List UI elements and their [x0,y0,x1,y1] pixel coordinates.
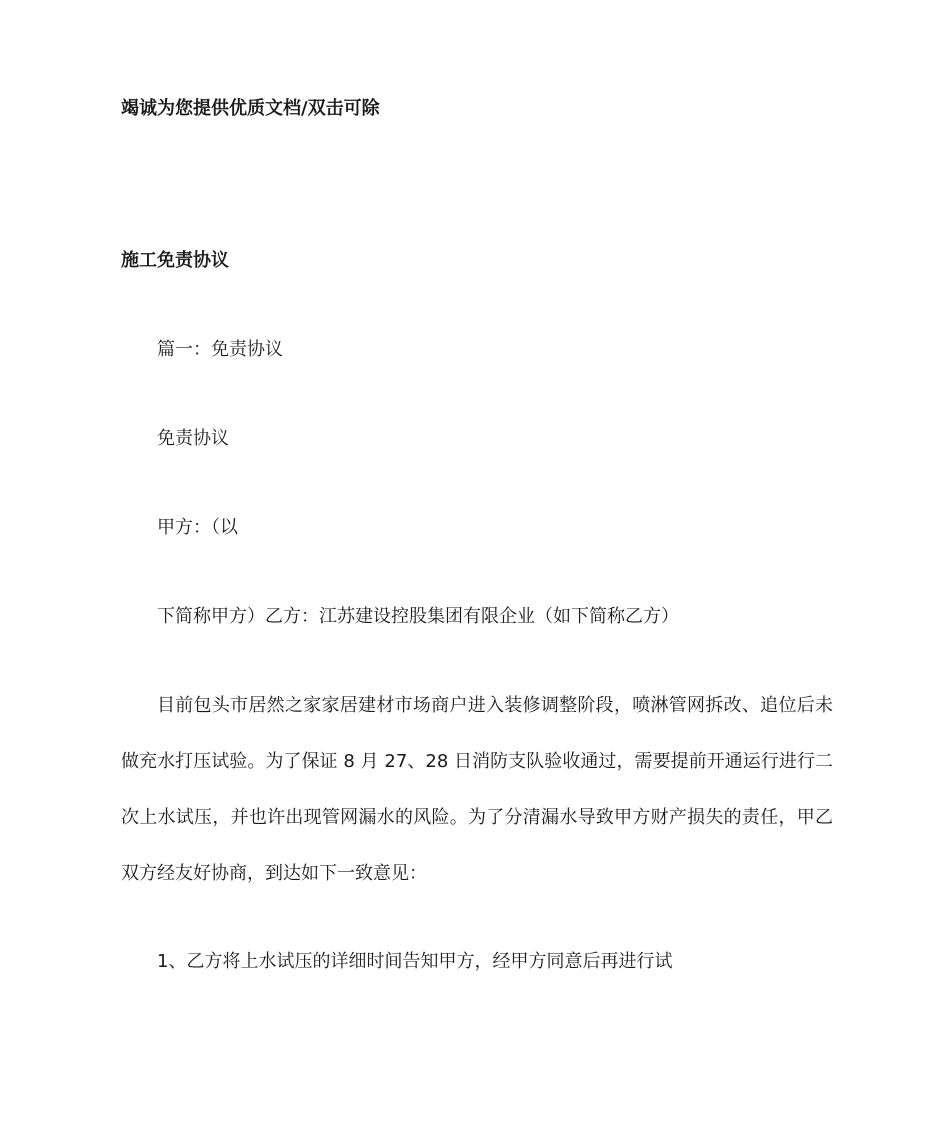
section-label: 篇一：免责协议 [157,339,283,360]
party-b-line: 下简称甲方）乙方：江苏建设控股集团有限企业（如下简称乙方） [157,606,679,627]
party-a-line: 甲方：（以 [157,517,238,538]
agreement-subtitle: 免责协议 [157,428,229,449]
clause-1: 1、乙方将上水试压的详细时间告知甲方，经甲方同意后再进行试 [157,951,673,972]
header-note: 竭诚为您提供优质文档/双击可除 [121,98,380,119]
document-title: 施工免责协议 [121,250,229,271]
body-paragraph: 目前包头市居然之家家居建材市场商户进入装修调整阶段，喷淋管网拆改、追位后未做充水打压试验。为了保证 8 月 27、28 日消防支队验收通过，需要提前开通运行进行二次上水试压，并也许出现管网漏水的风险。为了分清漏水导致甲方财产损失的责任，甲乙双方经友好协商，到达如下一致意见： [121,695,833,884]
